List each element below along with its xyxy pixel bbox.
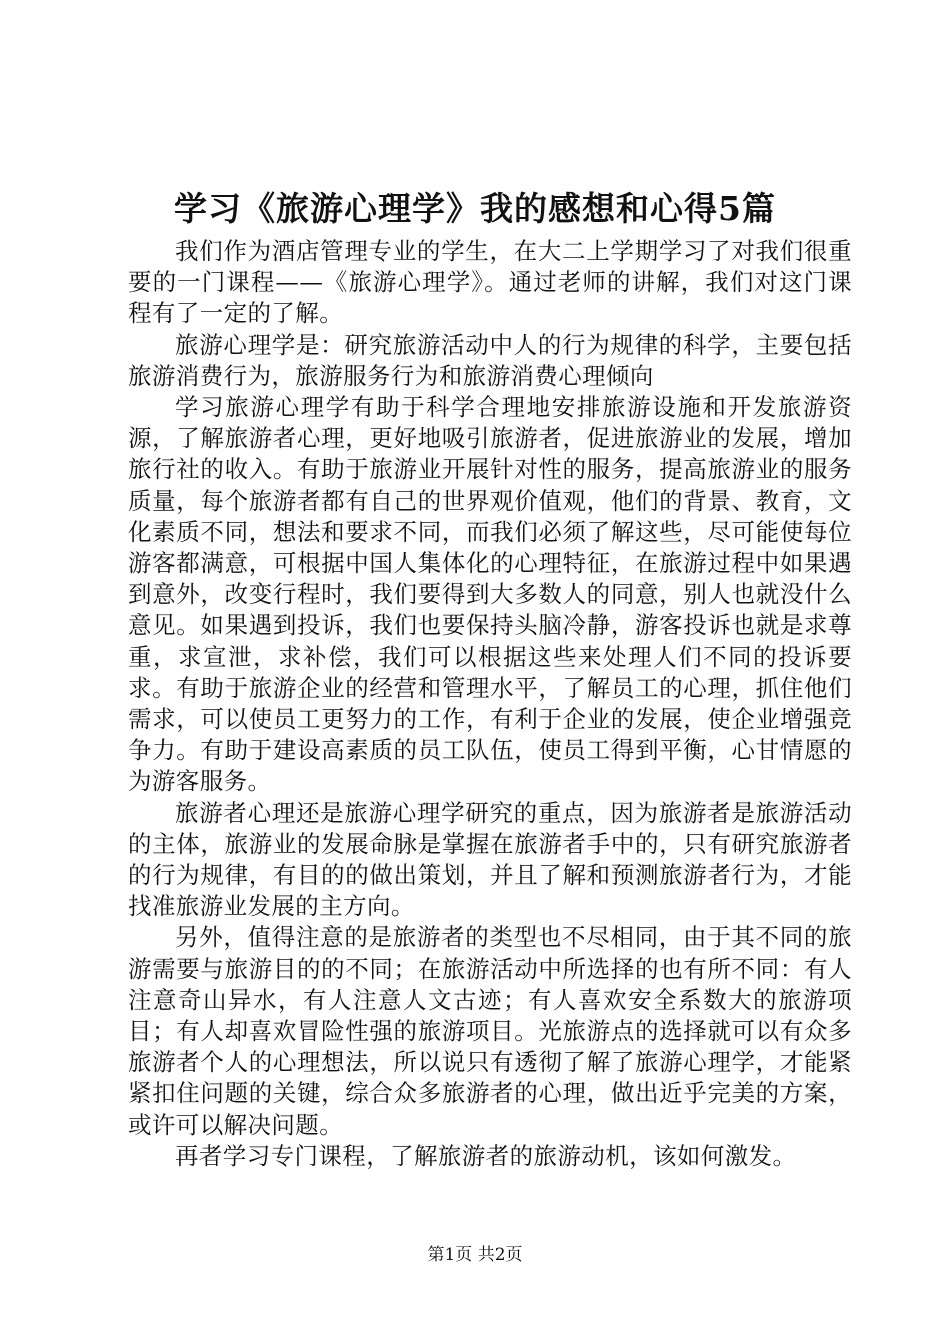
document-body xyxy=(128,236,852,1172)
paragraph-1: 我们作为酒店管理专业的学生，在大二上学期学习了对我们很重要的一门课程——《旅游心理学》。通过老师的讲解，我们对这门课程有了一定的了解。 xyxy=(128,237,852,328)
page-number-footer: 第1页 共2页 xyxy=(427,1245,523,1265)
paragraph-3: 学习旅游心理学有助于科学合理地安排旅游设施和开发旅游资源，了解旅游者心理，更好地吸引旅游者，促进旅游业的发展，增加旅行社的收入。有助于旅游业开展针对性的服务，提高旅游业的服务质量，每个旅游者都有自己的世界观价值观，他们的背景、教育，文化素质不同，想法和要求不同，而我们必须了解这些，尽可能使每位游客都满意，可根据中国人集体化的心理特征，在旅游过程中如果遇到意外，改变行程时，我们要得到大多数人的同意，别人也就没什么意见。如果遇到投诉，我们也要保持头脑冷静，游客投诉也就是求尊重，求宣泄，求补偿，我们可以根据这些来处理人们不同的投诉要求。有助于旅游企业的经营和管理水平，了解员工的心理，抓住他们需求，可以使员工更努力的工作，有利于企业的发展，使企业增强竞争力。有助于建设高素质的员工队伍，使员工得到平衡，心甘情愿的为游客服务。 xyxy=(128,393,852,796)
document-title: 学习《旅游心理学》我的感想和心得5篇 xyxy=(174,189,776,228)
paragraph-2: 旅游心理学是：研究旅游活动中人的行为规律的科学，主要包括旅游消费行为，旅游服务行为和旅游消费心理倾向 xyxy=(128,330,852,390)
paragraph-4: 旅游者心理还是旅游心理学研究的重点，因为旅游者是旅游活动的主体，旅游业的发展命脉是掌握在旅游者手中的，只有研究旅游者的行为规律，有目的的做出策划，并且了解和预测旅游者行为，才能找准旅游业发展的主方向。 xyxy=(128,798,852,921)
paragraph-5: 另外，值得注意的是旅游者的类型也不尽相同，由于其不同的旅游需要与旅游目的的不同；在旅游活动中所选择的也有所不同：有人注意奇山异水，有人注意人文古迹；有人喜欢安全系数大的旅游项目；有人却喜欢冒险性强的旅游项目。光旅游点的选择就可以有众多旅游者个人的心理想法，所以说只有透彻了解了旅游心理学，才能紧紧扣住问题的关键，综合众多旅游者的心理，做出近乎完美的方案，或许可以解决问题。 xyxy=(128,923,852,1139)
paragraph-6: 再者学习专门课程，了解旅游者的旅游动机，该如何激发。 xyxy=(175,1141,797,1170)
